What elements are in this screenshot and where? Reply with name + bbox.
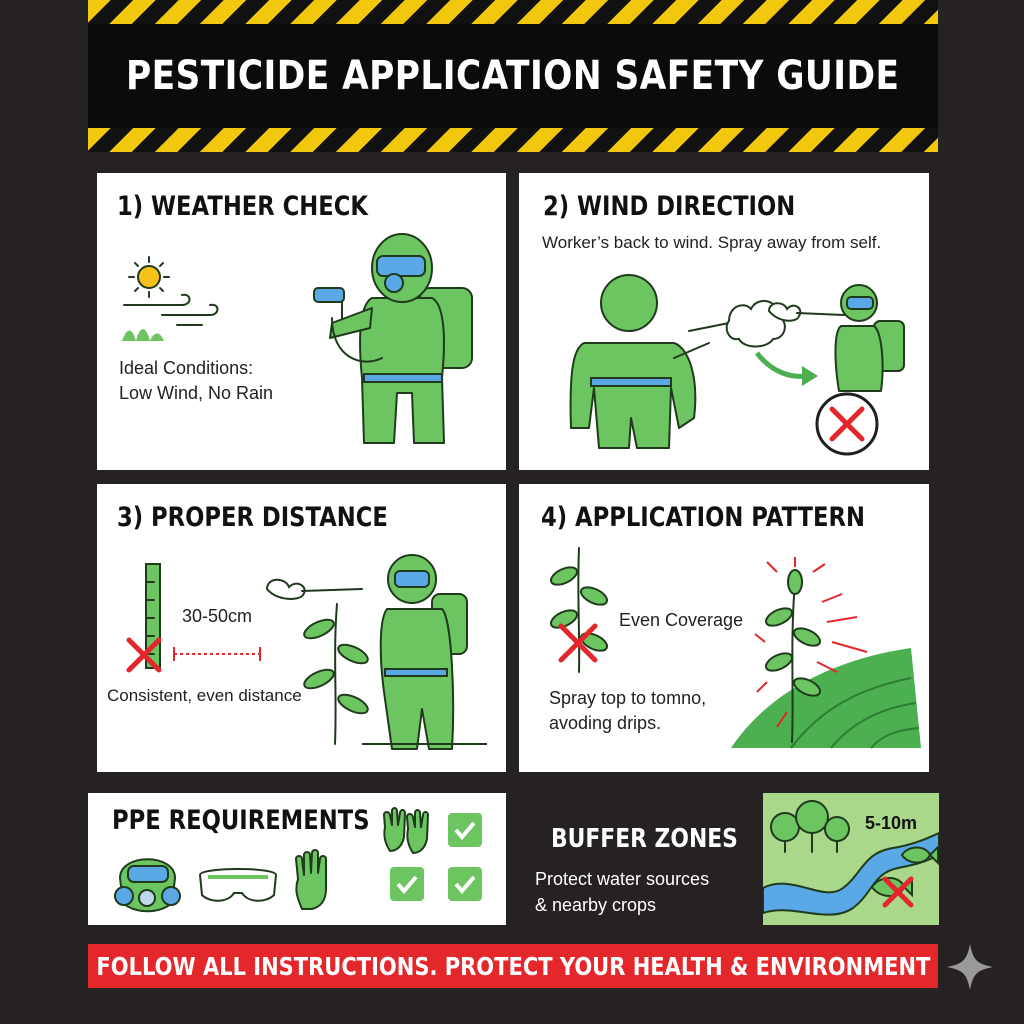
even-coverage-label: Even Coverage bbox=[619, 610, 744, 630]
weather-text-line2: Low Wind, No Rain bbox=[119, 383, 274, 403]
gloves-pair-icon bbox=[380, 807, 440, 857]
panel-title: 4) APPLICATION PATTERN bbox=[541, 502, 865, 533]
prohibited-icon bbox=[814, 391, 884, 461]
application-pattern-panel bbox=[519, 484, 929, 772]
proper-distance-panel bbox=[97, 484, 506, 772]
buffer-distance-label: 5-10m bbox=[865, 813, 918, 833]
distance-dashed-line bbox=[172, 644, 267, 664]
checkmark-icon bbox=[448, 813, 484, 849]
grass-icon bbox=[122, 323, 172, 343]
distance-caption: Consistent, even distance bbox=[107, 686, 302, 705]
footer-banner bbox=[88, 944, 938, 988]
prohibited-x-icon bbox=[557, 622, 601, 666]
buffer-text-line1: Protect water sources bbox=[535, 869, 710, 889]
panel-title: 2) WIND DIRECTION bbox=[543, 191, 796, 222]
worker-spraying-plant bbox=[267, 549, 477, 749]
fish-icon bbox=[898, 843, 938, 868]
safety-goggles-icon bbox=[196, 863, 281, 908]
weather-check-panel bbox=[97, 173, 506, 470]
checkmark-icon bbox=[390, 867, 426, 903]
worker-with-sprayer bbox=[302, 228, 502, 468]
pattern-caption-line1: Spray top to tomno, bbox=[549, 688, 707, 708]
hazard-stripe-top bbox=[88, 0, 938, 24]
sparkle-icon bbox=[945, 942, 995, 992]
ppe-requirements-panel bbox=[88, 793, 506, 925]
page-header bbox=[88, 24, 938, 128]
sprayed-plant-icon bbox=[747, 562, 887, 742]
buffer-zone-map bbox=[763, 793, 939, 925]
buffer-text-line2: & nearby crops bbox=[535, 895, 657, 915]
respirator-mask-icon bbox=[110, 848, 185, 918]
panel-title: PPE REQUIREMENTS bbox=[112, 805, 370, 836]
prohibited-x-icon bbox=[881, 875, 917, 911]
checkmark-icon bbox=[448, 867, 484, 903]
page-title: PESTICIDE APPLICATION SAFETY GUIDE bbox=[126, 53, 900, 99]
distance-measure-label: 30-50cm bbox=[182, 606, 253, 626]
wind-subtitle: Worker’s back to wind. Spray away from self. bbox=[542, 233, 882, 252]
weather-text-line1: Ideal Conditions: bbox=[119, 358, 254, 378]
pattern-caption-line2: avoding drips. bbox=[549, 713, 662, 733]
panel-title: 3) PROPER DISTANCE bbox=[117, 502, 388, 533]
panel-title: 1) WEATHER CHECK bbox=[117, 191, 368, 222]
prohibited-x-icon bbox=[125, 636, 165, 676]
glove-icon bbox=[290, 849, 335, 914]
footer-text: FOLLOW ALL INSTRUCTIONS. PROTECT YOUR HEALTH & ENVIRONMENT bbox=[96, 951, 930, 981]
hazard-stripe-bottom bbox=[88, 128, 938, 152]
buffer-zones-title: BUFFER ZONES bbox=[551, 824, 738, 854]
arrow-icon bbox=[752, 348, 822, 388]
wind-direction-panel bbox=[519, 173, 929, 470]
